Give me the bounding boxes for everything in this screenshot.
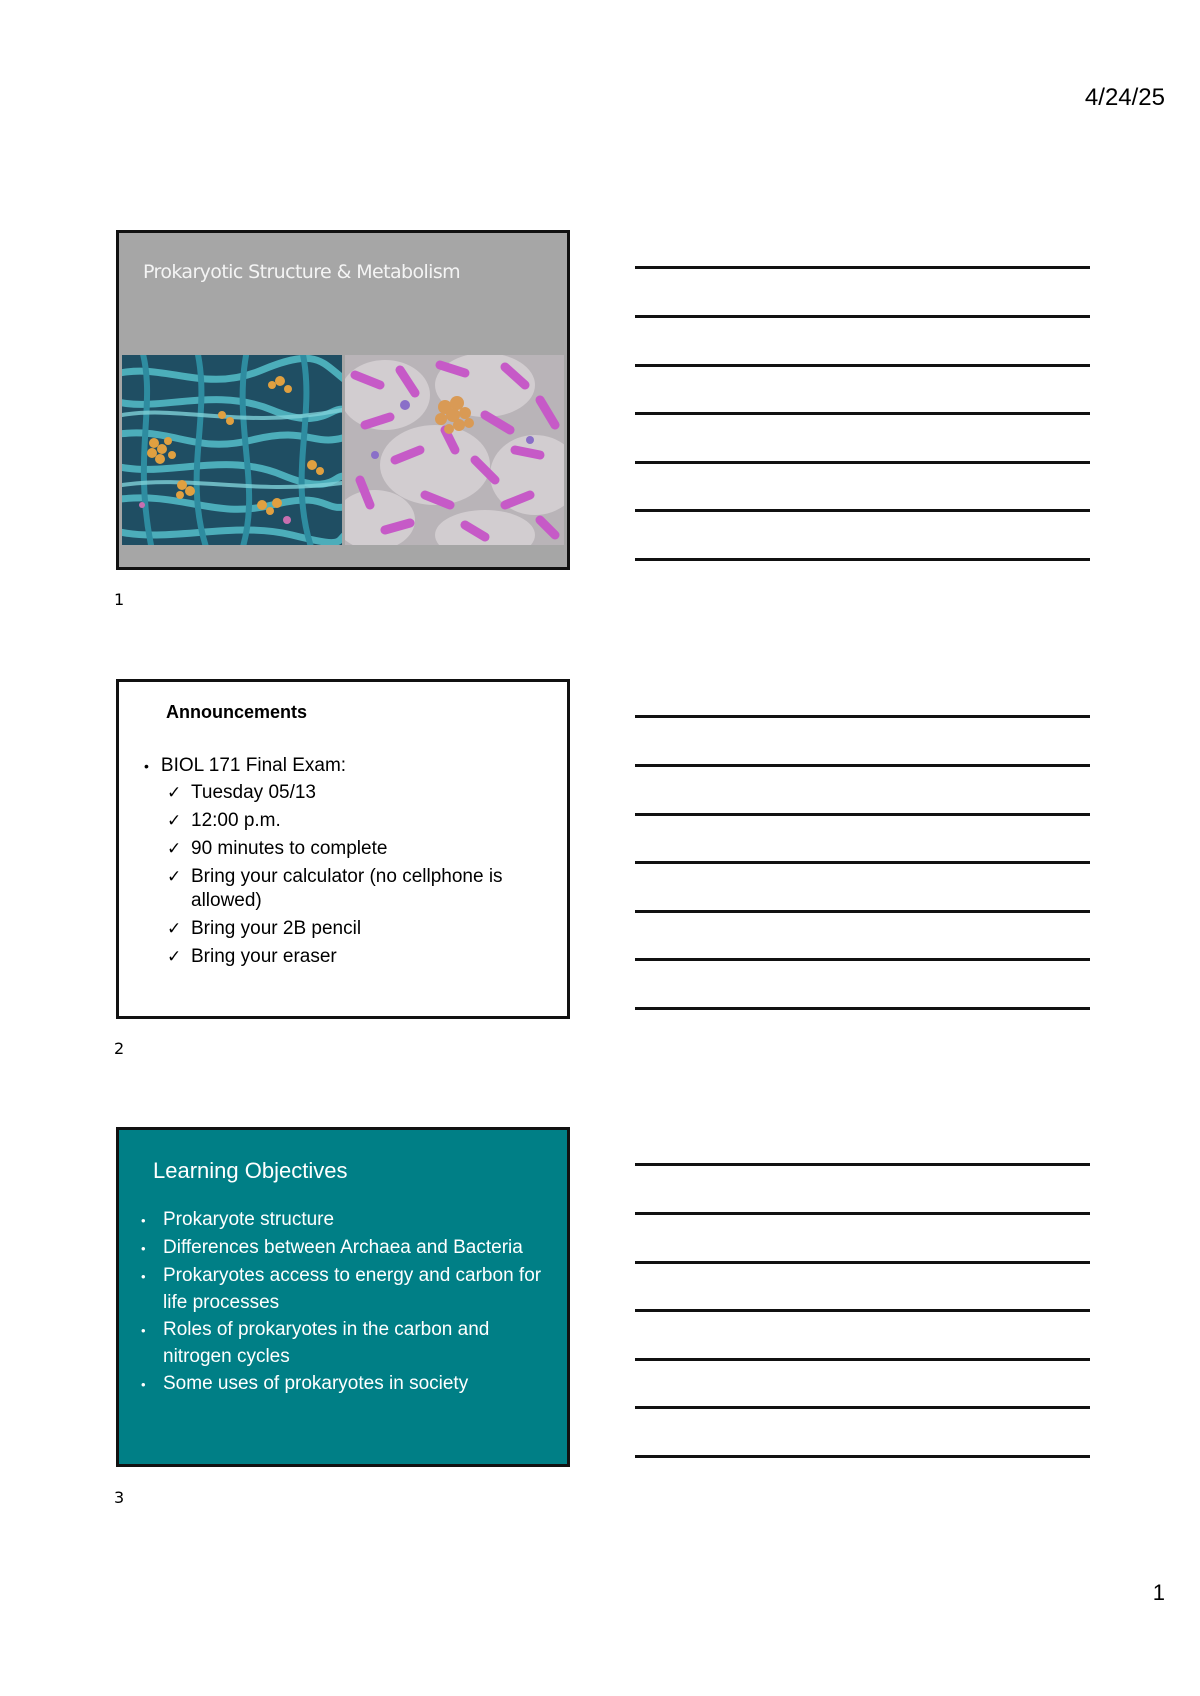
- checkmark-icon: ✓: [167, 947, 182, 967]
- note-line: [635, 910, 1090, 913]
- checkmark-icon: ✓: [167, 919, 182, 939]
- bullet-dot-icon: •: [144, 758, 149, 774]
- slide-1-images: [122, 355, 564, 545]
- slide-2-heading: Announcements: [166, 702, 308, 722]
- list-item: • Differences between Archaea and Bacteria: [141, 1234, 561, 1262]
- bullet-dot-icon: •: [141, 1377, 146, 1392]
- slide-1-number: 1: [114, 590, 125, 609]
- note-line: [635, 1212, 1090, 1215]
- note-line: [635, 558, 1090, 561]
- note-line: [635, 266, 1090, 269]
- list-item: • Prokaryote structure: [141, 1206, 561, 1234]
- slide-2-bullet-text: BIOL 171 Final Exam:: [160, 755, 347, 776]
- checkmark-icon: ✓: [167, 783, 182, 803]
- note-line: [635, 1163, 1090, 1166]
- slide-1-title: Prokaryotic Structure & Metabolism: [143, 261, 461, 283]
- page-date: 4/24/25: [1084, 84, 1165, 111]
- note-line: [635, 1007, 1090, 1010]
- slide-3-number: 3: [114, 1488, 125, 1507]
- slide-2-bullet: [144, 755, 346, 777]
- note-line: [635, 1358, 1090, 1361]
- note-line: [635, 1455, 1090, 1458]
- list-item: ✓ 12:00 p.m.: [167, 810, 281, 831]
- page-number: 1: [1152, 1580, 1165, 1605]
- list-item: ✓ Bring your calculator (no cellphone is allowed): [167, 866, 503, 911]
- list-item: • Roles of prokaryotes in the carbon and nitrogen cycles: [141, 1316, 561, 1370]
- list-item: ✓ Bring your 2B pencil: [167, 918, 362, 939]
- bullet-dot-icon: •: [141, 1241, 146, 1256]
- list-item: ✓ Bring your eraser: [167, 946, 337, 967]
- slide-2-checklist: [167, 781, 547, 973]
- list-item: ✓ Tuesday 05/13: [167, 782, 316, 803]
- checkmark-icon: ✓: [167, 839, 182, 859]
- slide-3-heading: Learning Objectives: [153, 1158, 348, 1183]
- slide-2-number: 2: [114, 1039, 125, 1058]
- note-line: [635, 1309, 1090, 1312]
- note-line: [635, 461, 1090, 464]
- list-item: • Some uses of prokaryotes in society: [141, 1370, 561, 1398]
- slide-2: [116, 679, 570, 1019]
- bullet-dot-icon: •: [141, 1323, 146, 1338]
- slide-1: [116, 230, 570, 570]
- note-line: [635, 509, 1090, 512]
- note-line: [635, 315, 1090, 318]
- note-line: [635, 1406, 1090, 1409]
- note-line: [635, 958, 1090, 961]
- bacteria-micrograph-teal: [122, 355, 342, 545]
- note-line: [635, 764, 1090, 767]
- checkmark-icon: ✓: [167, 867, 182, 887]
- note-line: [635, 813, 1090, 816]
- note-line: [635, 861, 1090, 864]
- bullet-dot-icon: •: [141, 1213, 146, 1228]
- list-item: • Prokaryotes access to energy and carbon for life processes: [141, 1262, 561, 1316]
- note-line: [635, 715, 1090, 718]
- bacteria-micrograph-pink: [345, 355, 564, 545]
- slide-3: [116, 1127, 570, 1467]
- checkmark-icon: ✓: [167, 811, 182, 831]
- list-item: ✓ 90 minutes to complete: [167, 838, 388, 859]
- note-line: [635, 412, 1090, 415]
- bullet-dot-icon: •: [141, 1269, 146, 1284]
- note-line: [635, 1261, 1090, 1264]
- slide-3-objectives: [141, 1206, 561, 1398]
- note-line: [635, 364, 1090, 367]
